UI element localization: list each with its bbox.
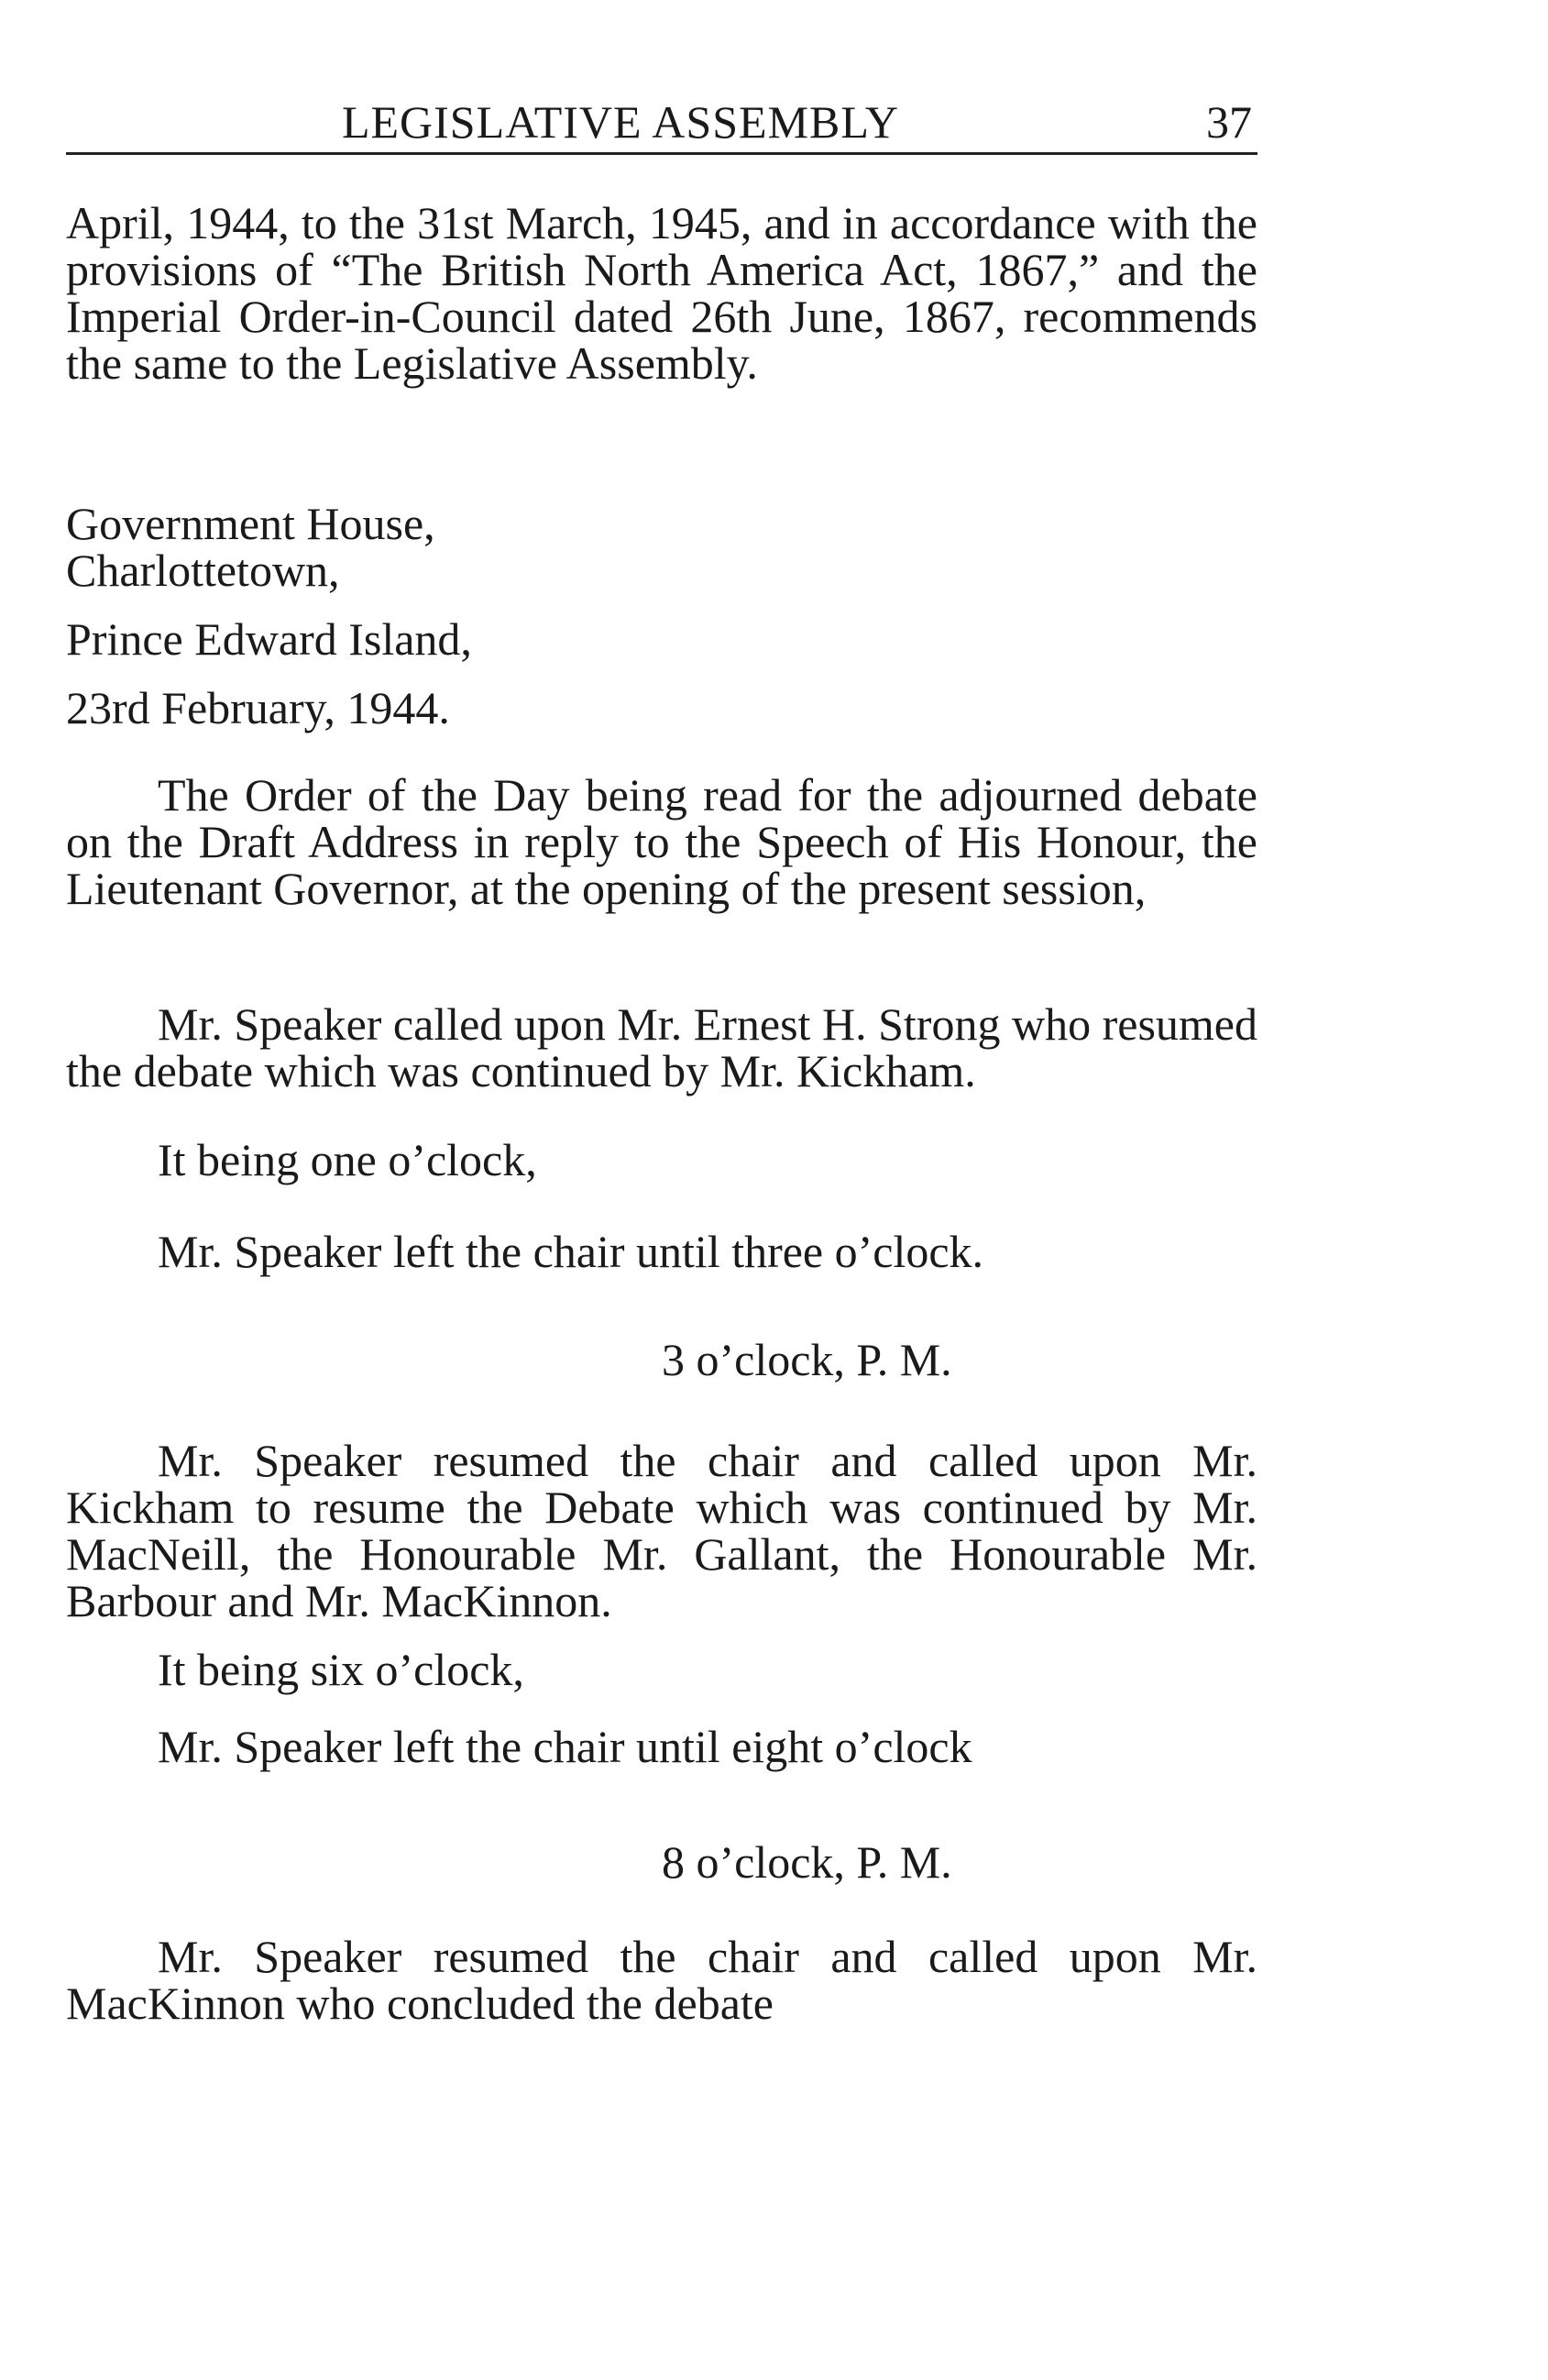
paragraph-appropriation: April, 1944, to the 31st March, 1945, and in accordance with the provisions of “The British North America Act, 1867,” and the Imperial Order-in-Council dated 26th June, 1867, recommends the same to the Legislative Assembly.	[66, 197, 1257, 389]
paragraph-left-chair-eight: Mr. Speaker left the chair until eight o’clock	[158, 1721, 972, 1772]
time-heading-eight: 8 o’clock, P. M.	[662, 1836, 952, 1888]
paragraph-resumed-kickham: Mr. Speaker resumed the chair and called upon Mr. Kickham to resume the Debate which was continued by Mr. MacNeill, the Honourable Mr. Gallant, the Honourable Mr. Barbour and Mr. MacKinnon.	[66, 1435, 1257, 1626]
paragraph-order-of-day: The Order of the Day being read for the adjourned debate on the Draft Address in reply to the Speech of His Honour, the Lieutenant Governor, at the opening of the present session,	[66, 769, 1257, 914]
address-line-province: Prince Edward Island,	[66, 613, 472, 665]
paragraph-strong-debate: Mr. Speaker called upon Mr. Ernest H. Strong who resumed the debate which was continued by Mr. Kickham.	[66, 998, 1257, 1096]
paragraph-six-oclock: It being six o’clock,	[158, 1644, 524, 1695]
header-title: LEGISLATIVE ASSEMBLY	[341, 96, 900, 148]
paragraph-one-oclock: It being one o’clock,	[158, 1134, 537, 1185]
paragraph-left-chair-three: Mr. Speaker left the chair until three o’clock.	[158, 1226, 984, 1277]
date-line: 23rd February, 1944.	[66, 682, 450, 733]
document-page	[66, 0, 1257, 2380]
time-heading-three: 3 o’clock, P. M.	[662, 1334, 952, 1385]
running-header	[66, 88, 1257, 155]
paragraph-resumed-mackinnon: Mr. Speaker resumed the chair and called upon Mr. MacKinnon who concluded the debate	[66, 1931, 1257, 2029]
address-line-government-house: Government House,	[66, 498, 435, 549]
page-number: 37	[1206, 96, 1252, 148]
address-line-charlottetown: Charlottetown,	[66, 545, 340, 596]
